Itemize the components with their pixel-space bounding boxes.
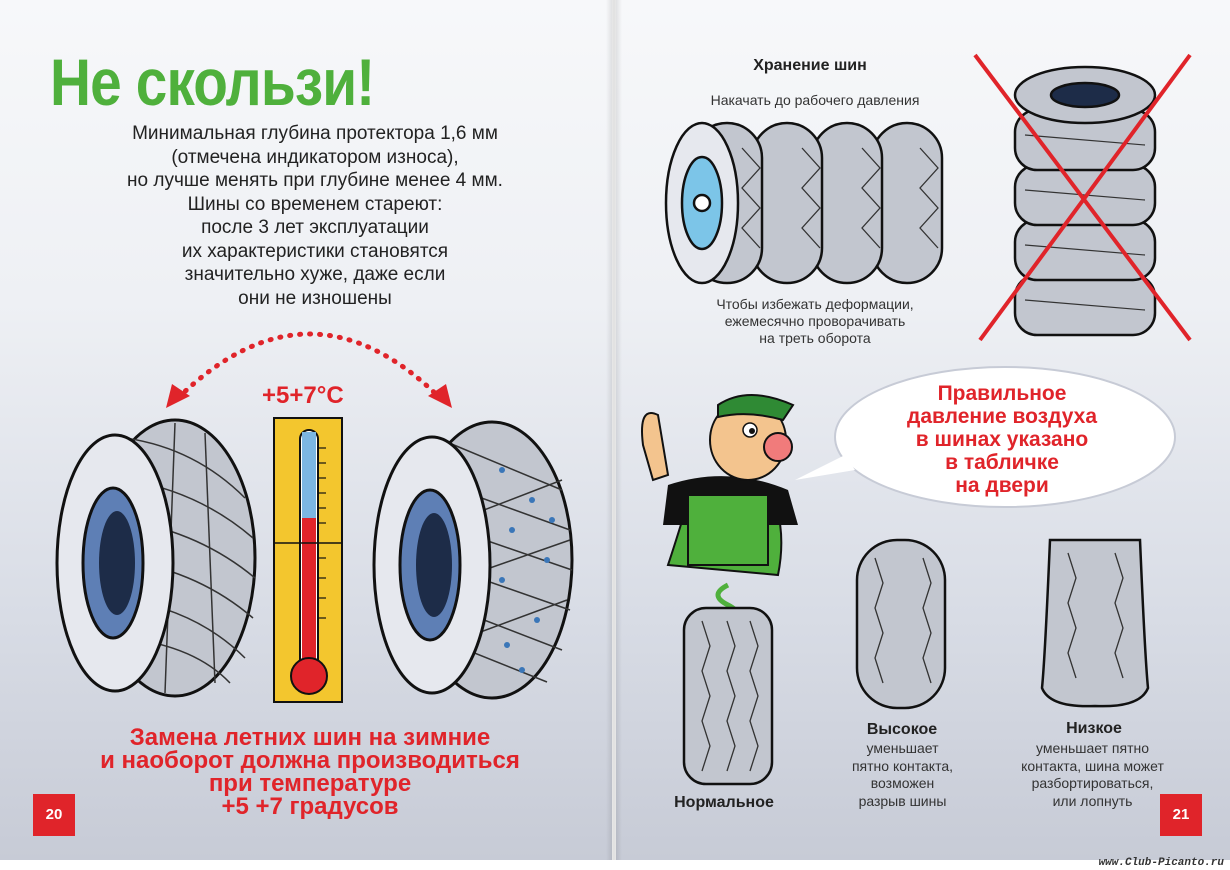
page-number-left: 20 [33, 794, 75, 836]
low-pressure-tire-illustration [1040, 538, 1150, 710]
intro-line: после 3 лет эксплуатации [201, 217, 429, 238]
storage-title: Хранение шин [753, 57, 867, 74]
low-desc-line: разбортироваться, [1031, 775, 1154, 791]
bubble-line: в шинах указано [915, 428, 1089, 451]
high-desc-line: разрыв шины [858, 792, 947, 809]
low-pressure-title: Низкое [1066, 720, 1122, 737]
storage-note-line: Чтобы избежать деформации, [716, 296, 914, 312]
intro-line: значительно хуже, даже если [184, 264, 446, 285]
tires-stacked-wrong-illustration [975, 55, 1195, 345]
storage-note-top [660, 92, 970, 109]
bubble-line: в табличке [945, 451, 1059, 474]
high-pressure-tire-illustration [855, 538, 947, 710]
high-desc-line: пятно контакта, [851, 757, 954, 774]
low-desc-line: уменьшает пятно [1035, 740, 1149, 756]
high-pressure-description [825, 740, 980, 810]
caption-line: +5 +7 градусов [221, 793, 399, 820]
page-gutter [606, 0, 622, 860]
storage-note-bottom [660, 296, 970, 347]
caption-line: при температуре [208, 770, 412, 797]
intro-line: Шины со временем стареют: [187, 193, 443, 215]
storage-note-line: на треть оборота [759, 330, 871, 346]
seasonal-change-caption [60, 726, 560, 818]
page-title: Не скользи! [50, 45, 375, 119]
intro-line: Минимальная глубина протектора 1,6 мм [132, 123, 498, 144]
bubble-line: Правильное [937, 382, 1067, 405]
pressure-advice-bubble-text [862, 382, 1142, 497]
summer-tire-illustration [55, 418, 255, 698]
intro-line: (отмечена индикатором износа), [171, 146, 459, 168]
temperature-label: +5+7°C [262, 382, 344, 409]
high-desc-line: возможен [870, 775, 935, 791]
intro-line: но лучше менять при глубине менее 4 мм. [127, 170, 503, 191]
page-number-right: 21 [1160, 794, 1202, 836]
thermometer-illustration [274, 418, 344, 704]
storage-note-line: ежемесячно проворачивать [724, 313, 906, 329]
low-desc-line: или лопнуть [1052, 792, 1133, 809]
normal-pressure-title: Нормальное [674, 794, 774, 811]
intro-line: их характеристики становятся [181, 240, 449, 262]
intro-text [80, 122, 550, 310]
bubble-line: на двери [955, 474, 1049, 497]
high-desc-line: уменьшает [866, 740, 939, 756]
tires-upright-illustration [662, 118, 972, 288]
bubble-line: давление воздуха [907, 405, 1097, 428]
high-pressure-title: Высокое [866, 721, 938, 738]
storage-note-line: Накачать до рабочего давления [710, 92, 920, 108]
site-watermark: www.Club-Picanto.ru [1098, 857, 1224, 869]
caption-line: Замена летних шин на зимние [129, 724, 491, 751]
low-desc-line: контакта, шина может [1021, 757, 1164, 774]
caption-line: и наоборот должна производиться [100, 747, 520, 774]
intro-line: они не изношены [238, 287, 392, 309]
mechanic-character-illustration [638, 385, 818, 615]
normal-tire-illustration [682, 606, 774, 788]
winter-tire-illustration [372, 420, 572, 700]
low-pressure-description [1000, 740, 1185, 810]
